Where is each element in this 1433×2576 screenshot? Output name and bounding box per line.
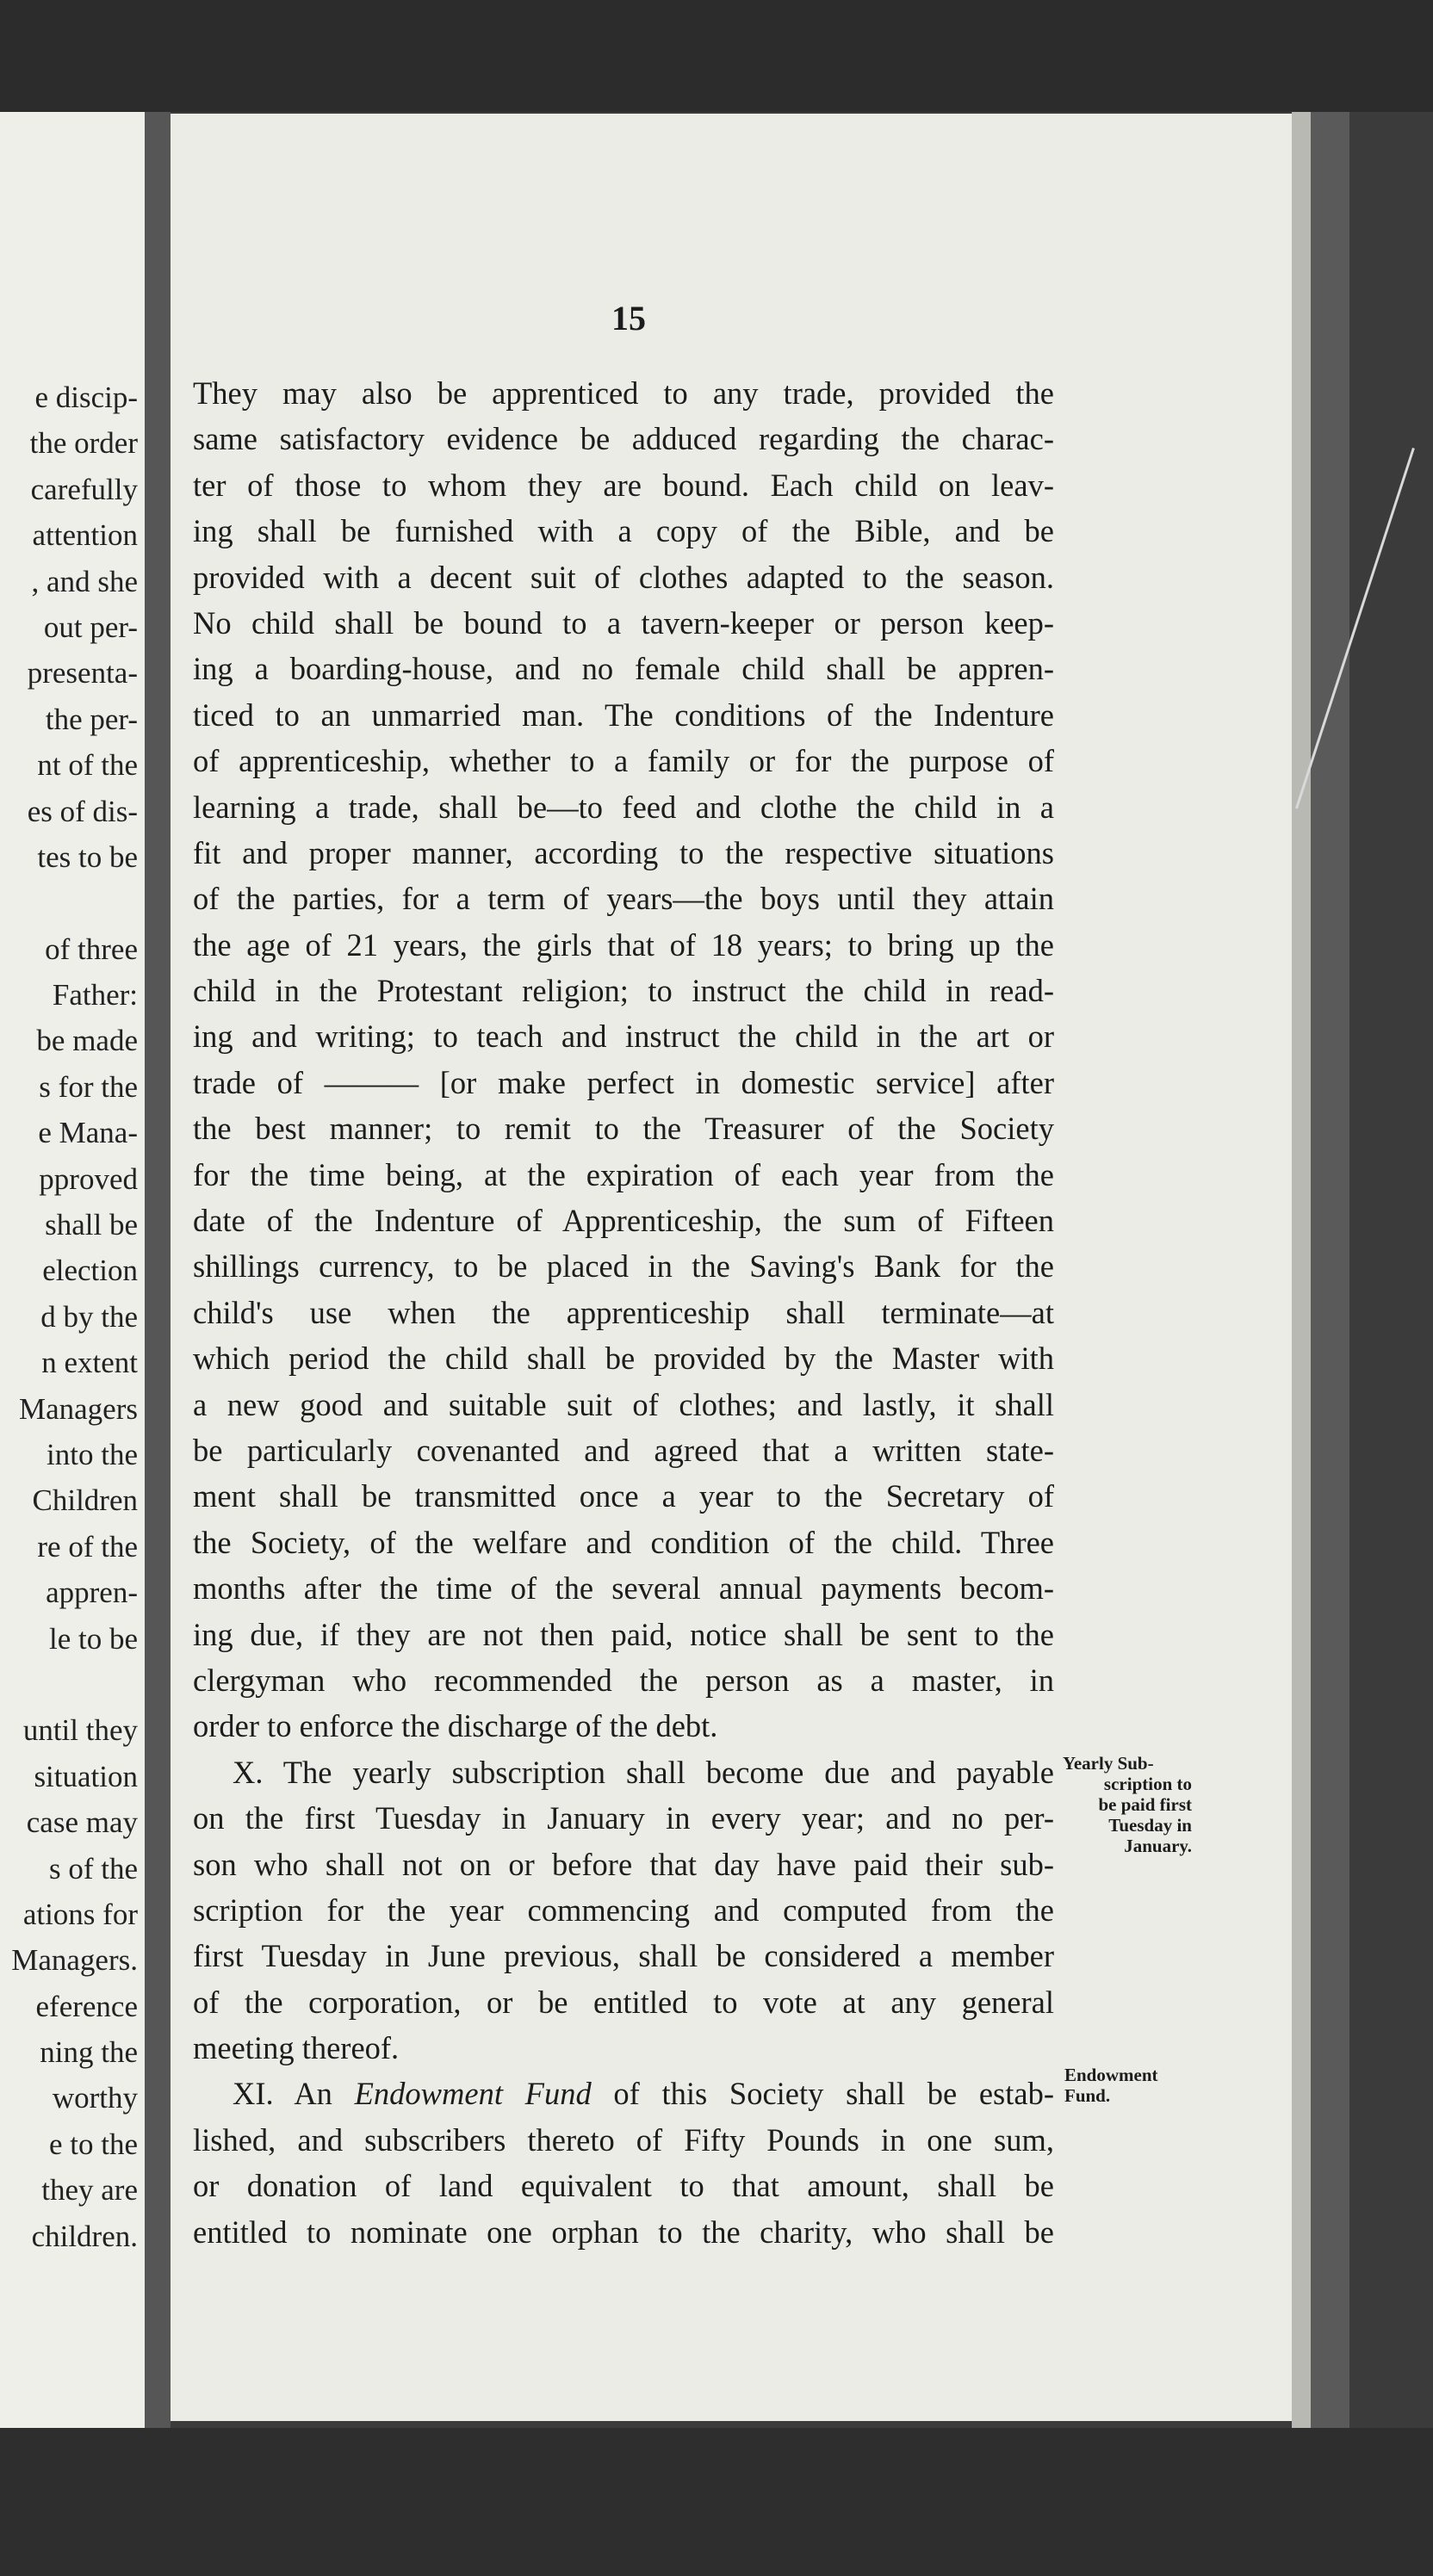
margin-note-line: January. [1124,1836,1192,1856]
text-line: months after the time of the several annual payments becom- [193,1570,1054,1607]
left-page-line: e discip- [34,381,138,414]
left-page-line: children. [31,2219,138,2253]
text-line: ing shall be furnished with a copy of the Bible, and be [193,513,1054,549]
text-line: ticed to an unmarried man. The conditions of the Indenture [193,697,1054,733]
left-page-line: they are [41,2173,138,2208]
book-edge [1311,112,1349,2428]
left-page-line: , and she [31,564,138,598]
left-page-line: until they [22,1713,138,1748]
text-line: of the corporation, or be entitled to vote at any general [193,1984,1054,2020]
left-page-line: election [42,1254,138,1288]
text-line: the age of 21 years, the girls that of 18 years; to bring up the [193,926,1054,963]
text-line: child in the Protestant religion; to instruct the child in read- [193,973,1054,1009]
margin-note-line: Tuesday in [1108,1815,1192,1836]
margin-note-line: scription to [1103,1774,1192,1794]
left-page-line: eference [35,1989,138,2023]
left-page-line: Managers. [11,1943,138,1978]
text-line: ing due, if they are not then paid, notice shall be sent to the [193,1616,1054,1652]
left-page-line: tes to be [37,839,138,874]
page-number: 15 [611,299,646,337]
left-page-line: Managers [18,1391,138,1426]
text-line: of the parties, for a term of years—the boys until they attain [193,881,1054,917]
left-page-line: the per- [45,702,138,736]
text-run: of this Society shall be estab- [591,2076,1054,2112]
text-line: order to enforce the discharge of the debt. [193,1708,718,1744]
left-page-line: Children [32,1483,138,1518]
left-facing-page [0,112,145,2428]
text-line: the Society, of the welfare and condition of the child. Three [193,1524,1054,1560]
left-page-line: be made [36,1024,138,1058]
text-line: No child shall be bound to a tavern-keeper or person keep- [193,604,1054,641]
left-page-line: into the [47,1437,138,1471]
text-line: a new good and suitable suit of clothes; and lastly, it shall [193,1386,1054,1422]
margin-note-endowment-fund [1064,2065,1194,2106]
left-page-line: le to be [48,1621,138,1656]
left-page-line [0,1662,138,1707]
left-page-line: carefully [30,472,138,506]
left-page-line: attention [32,518,138,553]
left-page-line: presenta- [27,656,138,690]
left-page-line: s of the [48,1851,138,1886]
margin-note-line: be paid first [1098,1794,1192,1815]
left-page-line: Father: [52,978,138,1012]
text-line: learning a trade, shall be—to feed and clothe the child in a [193,789,1054,825]
text-line: They may also be apprenticed to any trade, provided the [193,375,1054,411]
left-page-line: the order [29,426,138,461]
left-page-line: worthy [52,2081,138,2115]
margin-note-line: Fund. [1064,2085,1111,2106]
text-line: scription for the year commencing and computed from the [193,1892,1054,1928]
scan-background-top [0,0,1433,112]
endowment-fund-emphasis: Endowment Fund [354,2076,592,2112]
left-page-line: ations for [22,1897,138,1931]
left-page-line: of three [45,932,138,966]
margin-note-yearly-subscription [1063,1753,1192,1856]
left-page-line: pproved [39,1161,138,1196]
left-page-line: appren- [46,1576,138,1610]
text-run: XI. An [233,2076,355,2112]
text-line: entitled to nominate one orphan to the charity, who shall be [193,2214,1054,2250]
text-line: meeting thereof. [193,2030,400,2066]
left-page-text [0,375,138,2259]
left-page-line: situation [34,1759,138,1793]
left-page-line: out per- [43,610,138,644]
text-line: X. The yearly subscription shall become due and payable [233,1754,1054,1790]
text-line: provided with a decent suit of clothes adapted to the season. [193,559,1054,595]
left-page-line: d by the [40,1299,138,1334]
left-page-line: case may [26,1805,138,1840]
text-line: first Tuesday in June previous, shall be considered a member [193,1938,1054,1974]
left-page-line: shall be [45,1208,138,1242]
left-page-line: e Mana- [38,1116,138,1150]
left-page-line: nt of the [37,748,138,783]
body-text [193,370,1054,2255]
left-page-line: ning the [40,2035,138,2070]
text-line: child's use when the apprenticeship shall terminate—at [193,1294,1054,1330]
text-line: clergyman who recommended the person as a master, in [193,1662,1054,1698]
text-line: fit and proper manner, according to the respective situations [193,834,1054,870]
text-line: of apprenticeship, whether to a family or for the purpose of [193,743,1054,779]
scan-background-bottom [0,2428,1433,2576]
left-page-line: es of dis- [27,794,138,828]
text-line: be particularly covenanted and agreed that a written state- [193,1432,1054,1468]
text-line: ing a boarding-house, and no female child shall be appren- [193,651,1054,687]
text-line: which period the child shall be provided by the Master with [193,1341,1054,1377]
text-line: lished, and subscribers thereto of Fifty Pounds in one sum, [193,2121,1054,2158]
left-page-line: n extent [41,1346,138,1380]
text-line [193,2071,1054,2116]
text-line: son who shall not on or before that day have paid their sub- [193,1846,1054,1882]
text-line: trade of ——— [or make perfect in domestic service] after [193,1064,1054,1100]
left-page-line: e to the [48,2127,138,2161]
text-line: on the first Tuesday in January in every year; and no per- [193,1800,1054,1836]
text-line: ing and writing; to teach and instruct the child in the art or [193,1019,1054,1055]
text-line: shillings currency, to be placed in the Saving's Bank for the [193,1248,1054,1285]
left-page-line [0,880,138,926]
text-line: same satisfactory evidence be adduced regarding the charac- [193,421,1054,457]
book-gutter [145,112,171,2428]
text-line: or donation of land equivalent to that amount, shall be [193,2168,1054,2204]
text-line: date of the Indenture of Apprenticeship, the sum of Fifteen [193,1203,1054,1239]
margin-note-line: Yearly Sub- [1063,1753,1154,1774]
left-page-line: s for the [39,1069,138,1104]
text-line: ter of those to whom they are bound. Each child on leav- [193,467,1054,503]
text-line: ment shall be transmitted once a year to the Secretary of [193,1478,1054,1514]
margin-note-line: Endowment [1064,2065,1158,2085]
text-line: the best manner; to remit to the Treasurer of the Society [193,1111,1054,1147]
page-edge [1292,112,1311,2428]
left-page-line: re of the [37,1529,138,1564]
text-line: for the time being, at the expiration of each year from the [193,1156,1054,1192]
